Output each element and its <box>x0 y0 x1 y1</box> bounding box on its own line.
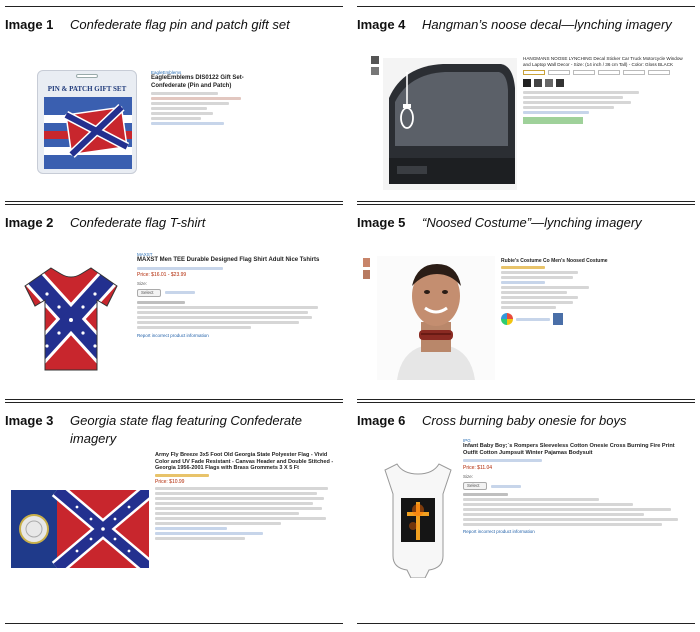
panel-top-rule <box>5 402 343 403</box>
product-price: Price: $10.99 <box>155 478 185 485</box>
figure-panel-2 <box>5 204 343 400</box>
size-options <box>523 70 689 75</box>
product-title: HANGMANS NOOSE LYNCHING Decal Sticker Car Truck Motorcycle Window and Laptop Wall Decor - Size: (14 inch / 36 cm Tall) - Color: Gloss BLACK <box>523 56 683 67</box>
image-caption: Georgia state flag featuring Confederate imagery <box>70 413 302 446</box>
figure-panel-4 <box>357 6 695 202</box>
report-link[interactable]: Report incorrect product information <box>137 332 209 338</box>
panel-caption <box>357 412 695 430</box>
figure-panel-1 <box>5 6 343 202</box>
product-title: EagleEmblems DIS0122 Gift Set-Confederate (Pin and Patch) <box>151 75 244 89</box>
color-swatches <box>523 79 689 87</box>
package-label: PIN & PATCH GIFT SET <box>47 85 127 93</box>
product-title: Infant Baby Boy;`s Rompers Sleeveless Cotton Onesie Cross Burning Fire Print Outfit Cotton Jumpsuit Winter Pajamas Bodysuit <box>463 443 675 456</box>
gift-set-package <box>37 70 137 174</box>
panel-bottom-rule <box>5 623 343 624</box>
panel-caption <box>5 16 343 34</box>
product-price: Price: $16.01 - $23.99 <box>137 271 187 278</box>
panel-top-rule <box>357 402 695 403</box>
image-caption: Confederate flag T-shirt <box>70 215 206 230</box>
georgia-flag-image <box>11 490 149 568</box>
product-title: Rubie's Costume Co Men's Noosed Costume <box>501 258 608 264</box>
image-caption: Hangman’s noose decal—lynching imagery <box>422 17 672 32</box>
product-screenshot <box>367 50 693 196</box>
brand-link[interactable]: IPG <box>463 438 471 443</box>
image-caption: Cross burning baby onesie for boys <box>422 413 627 428</box>
image-number: Image 5 <box>357 215 406 230</box>
brand-link[interactable]: EagleEmblems <box>151 70 182 75</box>
confederate-flag-patch <box>44 97 132 169</box>
image-number: Image 4 <box>357 17 406 32</box>
confederate-tshirt-image <box>21 264 121 374</box>
image-number: Image 2 <box>5 215 54 230</box>
product-screenshot <box>361 254 691 382</box>
promo-badge <box>501 313 611 325</box>
product-title: Army Fly Breeze 3x5 Foot Old Georgia State Polyester Flag - Vivid Color and UV Fade Resistant - Canvas Header and Double Stitched - Georgia 1956-2001 Flags with Brass Grommets 3 X 5 Ft <box>155 452 334 472</box>
panel-bottom-rule <box>357 201 695 202</box>
image-caption: “Noosed Costume”—lynching imagery <box>422 215 642 230</box>
figure-panel-6 <box>357 402 695 624</box>
size-select[interactable]: Select <box>137 289 161 297</box>
thumbnail-strip <box>363 258 371 279</box>
noosed-costume-image <box>377 256 495 380</box>
cross-burning-onesie-image <box>381 460 455 578</box>
panel-caption <box>357 214 695 232</box>
panel-top-rule <box>5 6 343 7</box>
thumbnail-strip <box>371 56 379 75</box>
brand-link[interactable]: MAXST <box>137 252 153 257</box>
panel-caption <box>357 16 695 34</box>
panel-bottom-rule <box>357 399 695 400</box>
figure-panel-3 <box>5 402 343 624</box>
image-number: Image 6 <box>357 413 406 428</box>
size-label: Size: <box>137 280 148 286</box>
panel-top-rule <box>357 204 695 205</box>
panel-bottom-rule <box>357 623 695 624</box>
panel-caption <box>5 412 343 448</box>
image-number: Image 1 <box>5 17 54 32</box>
car-window-noose-image <box>383 58 517 190</box>
report-link[interactable]: Report incorrect product information <box>463 529 535 534</box>
size-label: Size: <box>463 474 474 479</box>
product-screenshot <box>377 436 693 618</box>
image-number: Image 3 <box>5 413 54 428</box>
image-caption: Confederate flag pin and patch gift set <box>70 17 290 32</box>
product-screenshot <box>29 64 269 182</box>
panel-top-rule <box>5 204 343 205</box>
figure-panel-5 <box>357 204 695 400</box>
product-title: MAXST Men TEE Durable Designed Flag Shirt Adult Nice Tshirts <box>137 257 320 263</box>
product-price: Price: $11.04 <box>463 465 493 471</box>
product-screenshot <box>9 450 339 618</box>
panel-bottom-rule <box>5 399 343 400</box>
panel-bottom-rule <box>5 201 343 202</box>
size-select[interactable]: Select <box>463 482 487 490</box>
panel-caption <box>5 214 343 232</box>
panel-top-rule <box>357 6 695 7</box>
product-screenshot <box>15 244 335 394</box>
